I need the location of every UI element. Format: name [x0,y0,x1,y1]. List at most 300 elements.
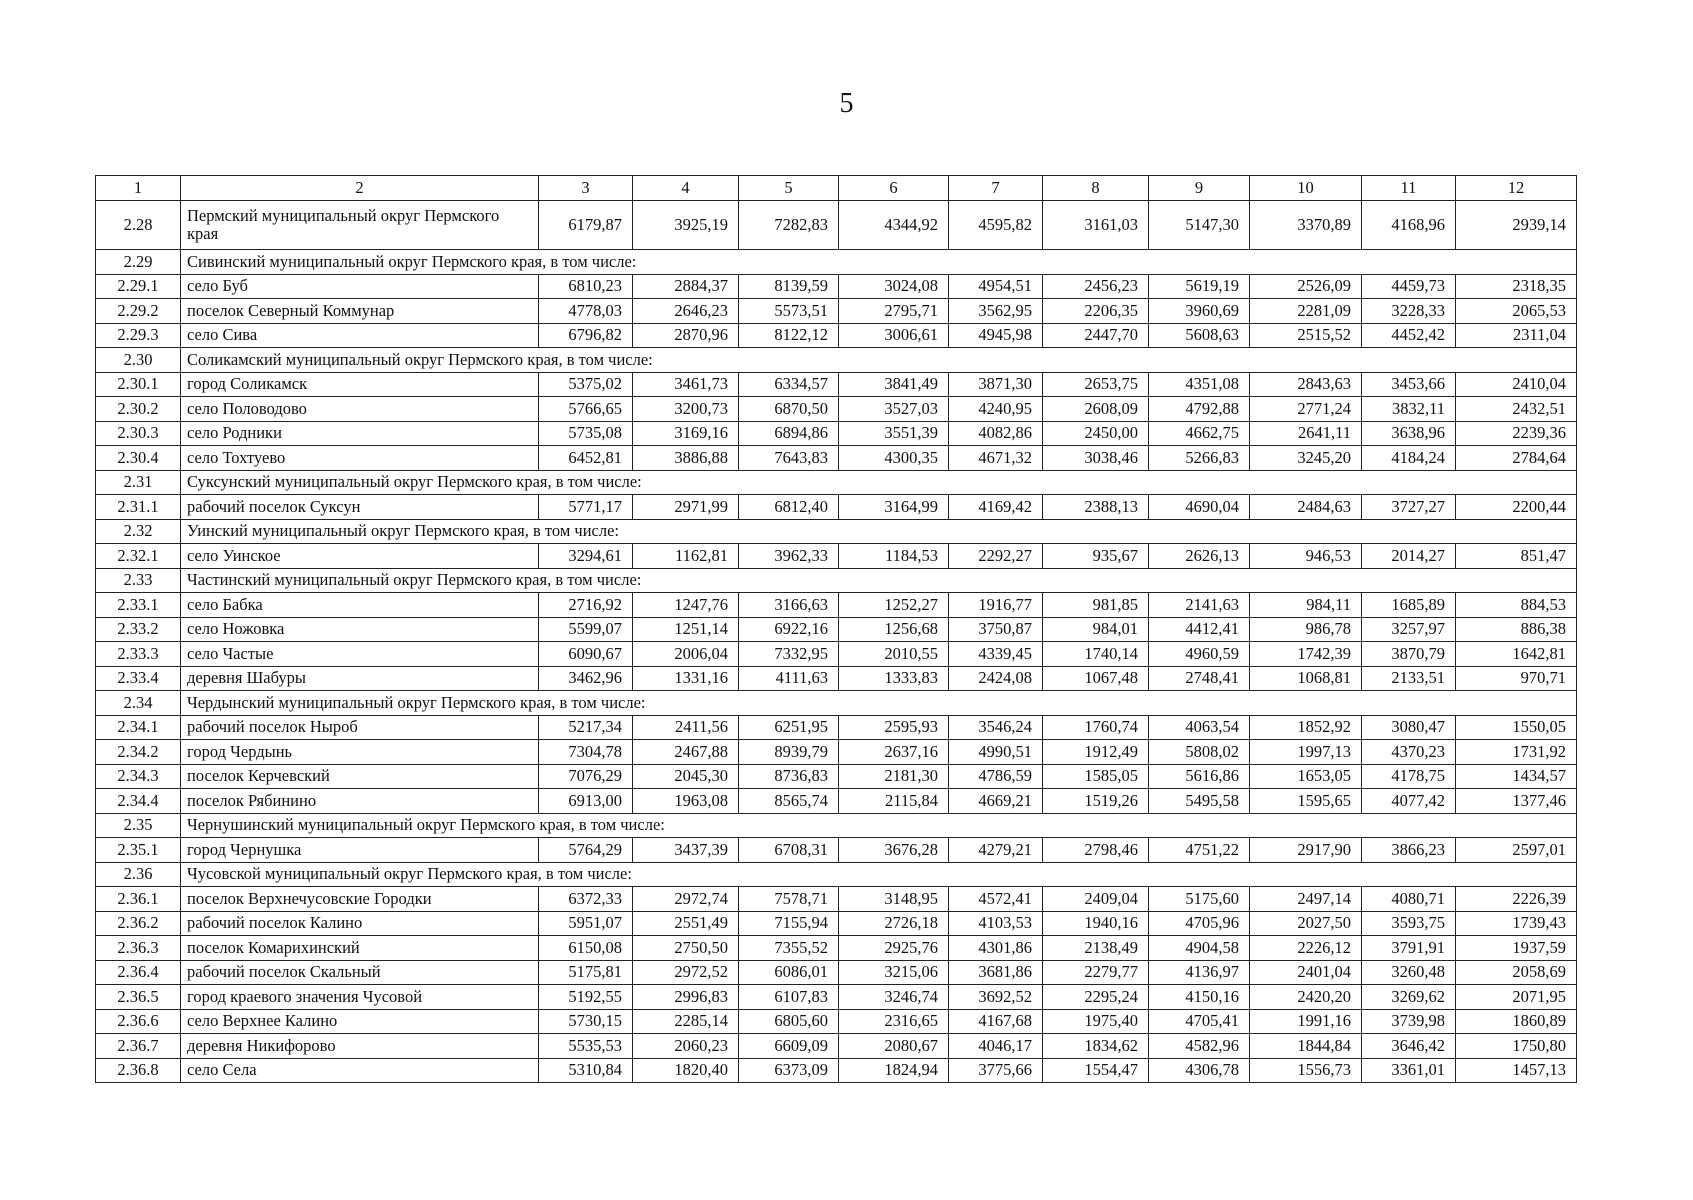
tariff-value: 4351,08 [1149,372,1250,397]
tariff-value: 3527,03 [839,397,949,422]
tariff-value: 3260,48 [1362,960,1456,985]
tariff-value: 4945,98 [949,323,1043,348]
tariff-value: 4063,54 [1149,715,1250,740]
row-code: 2.36.4 [96,960,181,985]
tariff-value: 3593,75 [1362,911,1456,936]
settlement-row [96,274,1577,299]
tariff-value: 2972,74 [633,887,739,912]
tariff-value: 2971,99 [633,495,739,520]
tariff-value: 1256,68 [839,617,949,642]
settlement-row [96,446,1577,471]
tariff-value: 5217,34 [539,715,633,740]
settlement-name: город Соликамск [181,372,539,397]
tariff-value: 6179,87 [539,201,633,250]
tariff-value: 5175,81 [539,960,633,985]
tariff-value: 4669,21 [949,789,1043,814]
row-code: 2.29.1 [96,274,181,299]
tariff-value: 2420,20 [1250,985,1362,1010]
tariff-value: 5599,07 [539,617,633,642]
tariff-value: 6810,23 [539,274,633,299]
tariff-value: 1554,47 [1043,1058,1149,1083]
tariff-value: 2484,63 [1250,495,1362,520]
tariff-value: 3546,24 [949,715,1043,740]
settlement-name: село Села [181,1058,539,1083]
row-code: 2.34.1 [96,715,181,740]
tariff-value: 2526,09 [1250,274,1362,299]
tariff-value: 5951,07 [539,911,633,936]
tariff-value: 4077,42 [1362,789,1456,814]
tariff-value: 2141,63 [1149,593,1250,618]
settlement-name: город Чердынь [181,740,539,765]
settlement-row [96,593,1577,618]
tariff-value: 4306,78 [1149,1058,1250,1083]
tariff-value: 3870,79 [1362,642,1456,667]
settlement-name: село Уинское [181,544,539,569]
settlement-row [96,740,1577,765]
tariff-value: 3164,99 [839,495,949,520]
tariff-value: 3080,47 [1362,715,1456,740]
tariff-value: 2637,16 [839,740,949,765]
tariff-value: 946,53 [1250,544,1362,569]
row-code: 2.36.3 [96,936,181,961]
tariff-value: 2646,23 [633,299,739,324]
settlement-row [96,1009,1577,1034]
column-number: 10 [1250,176,1362,201]
tariff-value: 2014,27 [1362,544,1456,569]
tariff-value: 2311,04 [1456,323,1577,348]
tariff-value: 1595,65 [1250,789,1362,814]
tariff-value: 2798,46 [1043,838,1149,863]
settlement-row [96,495,1577,520]
tariff-value: 6107,83 [739,985,839,1010]
settlement-name: деревня Никифорово [181,1034,539,1059]
settlement-name: рабочий поселок Калино [181,911,539,936]
tariff-value: 2595,93 [839,715,949,740]
row-code: 2.34 [96,691,181,716]
tariff-value: 2279,77 [1043,960,1149,985]
district-row [96,813,1577,838]
tariff-value: 2843,63 [1250,372,1362,397]
tariff-value: 5608,63 [1149,323,1250,348]
column-number: 6 [839,176,949,201]
district-name: Чердынский муниципальный округ Пермского края, в том числе: [181,691,1577,716]
settlement-row [96,1034,1577,1059]
tariff-value: 3960,69 [1149,299,1250,324]
tariff-value: 2027,50 [1250,911,1362,936]
tariff-value: 851,47 [1456,544,1577,569]
tariff-value: 2316,65 [839,1009,949,1034]
tariff-value: 1251,14 [633,617,739,642]
column-number: 7 [949,176,1043,201]
tariff-value: 1916,77 [949,593,1043,618]
tariff-value: 2608,09 [1043,397,1149,422]
row-code: 2.36.1 [96,887,181,912]
tariff-value: 1742,39 [1250,642,1362,667]
settlement-row [96,1058,1577,1083]
settlement-name: село Ножовка [181,617,539,642]
tariff-value: 7282,83 [739,201,839,250]
tariff-value: 1975,40 [1043,1009,1149,1034]
row-code: 2.33.3 [96,642,181,667]
tariff-value: 6086,01 [739,960,839,985]
tariff-value: 6334,57 [739,372,839,397]
tariff-value: 2138,49 [1043,936,1149,961]
column-number: 3 [539,176,633,201]
tariff-value: 6812,40 [739,495,839,520]
tariff-value: 4671,32 [949,446,1043,471]
tariff-value: 5730,15 [539,1009,633,1034]
row-code: 2.30.3 [96,421,181,446]
column-number: 2 [181,176,539,201]
tariff-value: 3461,73 [633,372,739,397]
tariff-value: 3246,74 [839,985,949,1010]
tariff-value: 8736,83 [739,764,839,789]
settlement-row [96,985,1577,1010]
tariff-value: 4046,17 [949,1034,1043,1059]
tariff-value: 4168,96 [1362,201,1456,250]
tariff-value: 2401,04 [1250,960,1362,985]
row-code: 2.30 [96,348,181,373]
tariff-value: 2750,50 [633,936,739,961]
tariff-value: 2771,24 [1250,397,1362,422]
row-code: 2.36.2 [96,911,181,936]
row-code: 2.30.4 [96,446,181,471]
settlement-name: поселок Керчевский [181,764,539,789]
tariff-value: 1991,16 [1250,1009,1362,1034]
tariff-value: 1834,62 [1043,1034,1149,1059]
tariff-value: 6452,81 [539,446,633,471]
settlement-row [96,299,1577,324]
tariff-value: 1184,53 [839,544,949,569]
page-number: 5 [839,88,854,119]
tariff-value: 2716,92 [539,593,633,618]
district-name: Соликамский муниципальный округ Пермского края, в том числе: [181,348,1577,373]
district-name: Сивинский муниципальный округ Пермского края, в том числе: [181,250,1577,275]
tariff-value: 4412,41 [1149,617,1250,642]
tariff-value: 5735,08 [539,421,633,446]
settlement-name: село Верхнее Калино [181,1009,539,1034]
tariff-value: 1653,05 [1250,764,1362,789]
tariff-value: 3871,30 [949,372,1043,397]
header-row [96,176,1577,201]
tariff-value: 2917,90 [1250,838,1362,863]
tariff-value: 2115,84 [839,789,949,814]
tariff-value: 1556,73 [1250,1058,1362,1083]
tariff-value: 1963,08 [633,789,739,814]
tariff-value: 3453,66 [1362,372,1456,397]
district-name: Уинский муниципальный округ Пермского края, в том числе: [181,519,1577,544]
tariff-value: 2065,53 [1456,299,1577,324]
district-name: Чусовской муниципальный округ Пермского края, в том числе: [181,862,1577,887]
tariff-value: 3775,66 [949,1058,1043,1083]
tariff-value: 3038,46 [1043,446,1149,471]
settlement-row [96,397,1577,422]
tariff-value: 1852,92 [1250,715,1362,740]
settlement-name: поселок Северный Коммунар [181,299,539,324]
district-row [96,470,1577,495]
tariff-value: 2726,18 [839,911,949,936]
row-code: 2.36.5 [96,985,181,1010]
tariff-value: 2388,13 [1043,495,1149,520]
tariff-value: 3006,61 [839,323,949,348]
tariff-value: 4178,75 [1362,764,1456,789]
column-number: 5 [739,176,839,201]
tariff-value: 884,53 [1456,593,1577,618]
tariff-value: 5616,86 [1149,764,1250,789]
tariff-value: 3294,61 [539,544,633,569]
tariff-value: 1550,05 [1456,715,1577,740]
district-row [96,519,1577,544]
tariff-value: 1585,05 [1043,764,1149,789]
tariff-value: 6894,86 [739,421,839,446]
tariff-value: 4300,35 [839,446,949,471]
tariff-value: 3925,19 [633,201,739,250]
row-code: 2.36.8 [96,1058,181,1083]
tariff-value: 2447,70 [1043,323,1149,348]
tariff-value: 2784,64 [1456,446,1577,471]
tariff-value: 3791,91 [1362,936,1456,961]
settlement-name: село Родники [181,421,539,446]
district-name: Чернушинский муниципальный округ Пермского края, в том числе: [181,813,1577,838]
tariff-value: 5771,17 [539,495,633,520]
tariff-value: 3024,08 [839,274,949,299]
tariff-value: 3832,11 [1362,397,1456,422]
tariff-value: 4344,92 [839,201,949,250]
tariff-value: 1434,57 [1456,764,1577,789]
tariff-value: 2653,75 [1043,372,1149,397]
settlement-name: рабочий поселок Суксун [181,495,539,520]
settlement-row [96,666,1577,691]
tariff-value: 1844,84 [1250,1034,1362,1059]
tariff-value: 1519,26 [1043,789,1149,814]
tariff-value: 5573,51 [739,299,839,324]
tariff-value: 4150,16 [1149,985,1250,1010]
tariff-value: 2045,30 [633,764,739,789]
settlement-name: поселок Комарихинский [181,936,539,961]
tariff-value: 2626,13 [1149,544,1250,569]
tariff-value: 7076,29 [539,764,633,789]
district-name: Суксунский муниципальный округ Пермского края, в том числе: [181,470,1577,495]
tariff-value: 2292,27 [949,544,1043,569]
tariff-value: 1247,76 [633,593,739,618]
row-code: 2.33 [96,568,181,593]
tariff-value: 1937,59 [1456,936,1577,961]
settlement-name: село Половодово [181,397,539,422]
tariff-value: 2411,56 [633,715,739,740]
settlement-name: деревня Шабуры [181,666,539,691]
row-code: 2.28 [96,201,181,250]
tariff-value: 6150,08 [539,936,633,961]
row-code: 2.34.4 [96,789,181,814]
tariff-value: 2515,52 [1250,323,1362,348]
tariff-value: 2010,55 [839,642,949,667]
tariff-value: 4595,82 [949,201,1043,250]
tariff-value: 4778,03 [539,299,633,324]
tariff-value: 3169,16 [633,421,739,446]
settlement-name: поселок Верхнечусовские Городки [181,887,539,912]
district-row [96,862,1577,887]
tariff-value: 2456,23 [1043,274,1149,299]
settlement-name: село Буб [181,274,539,299]
tariff-value: 3681,86 [949,960,1043,985]
settlement-row [96,323,1577,348]
row-code: 2.34.3 [96,764,181,789]
row-code: 2.35 [96,813,181,838]
settlement-row [96,421,1577,446]
tariff-value: 1731,92 [1456,740,1577,765]
tariff-value: 2497,14 [1250,887,1362,912]
tariff-value: 2071,95 [1456,985,1577,1010]
tariff-value: 3727,27 [1362,495,1456,520]
tariff-value: 6372,33 [539,887,633,912]
tariff-value: 6090,67 [539,642,633,667]
settlement-name: село Бабка [181,593,539,618]
tariff-value: 1377,46 [1456,789,1577,814]
tariff-value: 1067,48 [1043,666,1149,691]
tariff-value: 1252,27 [839,593,949,618]
column-number: 9 [1149,176,1250,201]
tariff-value: 2409,04 [1043,887,1149,912]
tariff-value: 3739,98 [1362,1009,1456,1034]
district-row [96,568,1577,593]
tariff-value: 984,11 [1250,593,1362,618]
tariff-value: 8139,59 [739,274,839,299]
tariff-value: 5808,02 [1149,740,1250,765]
tariff-value: 6913,00 [539,789,633,814]
tariff-value: 2884,37 [633,274,739,299]
tariff-value: 6373,09 [739,1058,839,1083]
tariff-value: 3638,96 [1362,421,1456,446]
row-code: 2.29.3 [96,323,181,348]
tariff-value: 1750,80 [1456,1034,1577,1059]
tariff-value: 4301,86 [949,936,1043,961]
tariff-value: 2972,52 [633,960,739,985]
tariff-value: 7332,95 [739,642,839,667]
tariff-value: 2080,67 [839,1034,949,1059]
tariff-value: 2295,24 [1043,985,1149,1010]
row-code: 2.33.2 [96,617,181,642]
tariff-value: 1860,89 [1456,1009,1577,1034]
tariff-value: 8122,12 [739,323,839,348]
district-row [96,250,1577,275]
tariff-value: 6870,50 [739,397,839,422]
tariff-value: 2597,01 [1456,838,1577,863]
row-code: 2.34.2 [96,740,181,765]
district-row [96,348,1577,373]
row-code: 2.30.1 [96,372,181,397]
tariff-value: 1760,74 [1043,715,1149,740]
tariff-value: 3166,63 [739,593,839,618]
tariff-value: 2996,83 [633,985,739,1010]
tariff-value: 4452,42 [1362,323,1456,348]
tariff-value: 3676,28 [839,838,949,863]
settlement-row [96,936,1577,961]
tariff-value: 3646,42 [1362,1034,1456,1059]
tariff-value: 8939,79 [739,740,839,765]
tariff-value: 4370,23 [1362,740,1456,765]
tariff-value: 3551,39 [839,421,949,446]
tariff-value: 5192,55 [539,985,633,1010]
settlement-row [96,887,1577,912]
tariff-value: 1642,81 [1456,642,1577,667]
tariff-value: 1997,13 [1250,740,1362,765]
tariff-value: 6796,82 [539,323,633,348]
tariff-value: 3750,87 [949,617,1043,642]
tariff-value: 2410,04 [1456,372,1577,397]
tariff-value: 1068,81 [1250,666,1362,691]
tariff-table [95,175,1577,1083]
tariff-value: 2450,00 [1043,421,1149,446]
settlement-row [96,838,1577,863]
settlement-name: рабочий поселок Ныроб [181,715,539,740]
settlement-row [96,642,1577,667]
row-code: 2.32 [96,519,181,544]
tariff-value: 1162,81 [633,544,739,569]
tariff-value: 3692,52 [949,985,1043,1010]
tariff-value: 2006,04 [633,642,739,667]
tariff-value: 1333,83 [839,666,949,691]
tariff-value: 5175,60 [1149,887,1250,912]
tariff-value: 4080,71 [1362,887,1456,912]
tariff-value: 5764,29 [539,838,633,863]
tariff-value: 984,01 [1043,617,1149,642]
tariff-value: 7643,83 [739,446,839,471]
tariff-value: 4240,95 [949,397,1043,422]
row-code: 2.33.4 [96,666,181,691]
settlement-row [96,544,1577,569]
tariff-value: 4960,59 [1149,642,1250,667]
tariff-value: 1685,89 [1362,593,1456,618]
tariff-value: 3437,39 [633,838,739,863]
settlement-name: поселок Рябинино [181,789,539,814]
settlement-row [96,201,1577,250]
settlement-name: село Частые [181,642,539,667]
tariff-value: 4705,41 [1149,1009,1250,1034]
tariff-value: 2939,14 [1456,201,1577,250]
tariff-value: 2239,36 [1456,421,1577,446]
tariff-value: 5266,83 [1149,446,1250,471]
tariff-value: 2795,71 [839,299,949,324]
tariff-value: 5375,02 [539,372,633,397]
tariff-value: 4167,68 [949,1009,1043,1034]
tariff-value: 5495,58 [1149,789,1250,814]
tariff-value: 2181,30 [839,764,949,789]
tariff-value: 4103,53 [949,911,1043,936]
settlement-name: город краевого значения Чусовой [181,985,539,1010]
tariff-value: 5535,53 [539,1034,633,1059]
tariff-value: 3562,95 [949,299,1043,324]
tariff-value: 5147,30 [1149,201,1250,250]
tariff-value: 2226,39 [1456,887,1577,912]
tariff-value: 2060,23 [633,1034,739,1059]
settlement-name: рабочий поселок Скальный [181,960,539,985]
tariff-value: 4459,73 [1362,274,1456,299]
tariff-value: 2133,51 [1362,666,1456,691]
tariff-value: 970,71 [1456,666,1577,691]
tariff-value: 2925,76 [839,936,949,961]
tariff-value: 2285,14 [633,1009,739,1034]
tariff-value: 2870,96 [633,323,739,348]
tariff-value: 3462,96 [539,666,633,691]
tariff-value: 4705,96 [1149,911,1250,936]
row-code: 2.32.1 [96,544,181,569]
tariff-value: 4904,58 [1149,936,1250,961]
tariff-value: 4990,51 [949,740,1043,765]
row-code: 2.31 [96,470,181,495]
tariff-value: 6609,09 [739,1034,839,1059]
tariff-value: 2200,44 [1456,495,1577,520]
column-number: 12 [1456,176,1577,201]
